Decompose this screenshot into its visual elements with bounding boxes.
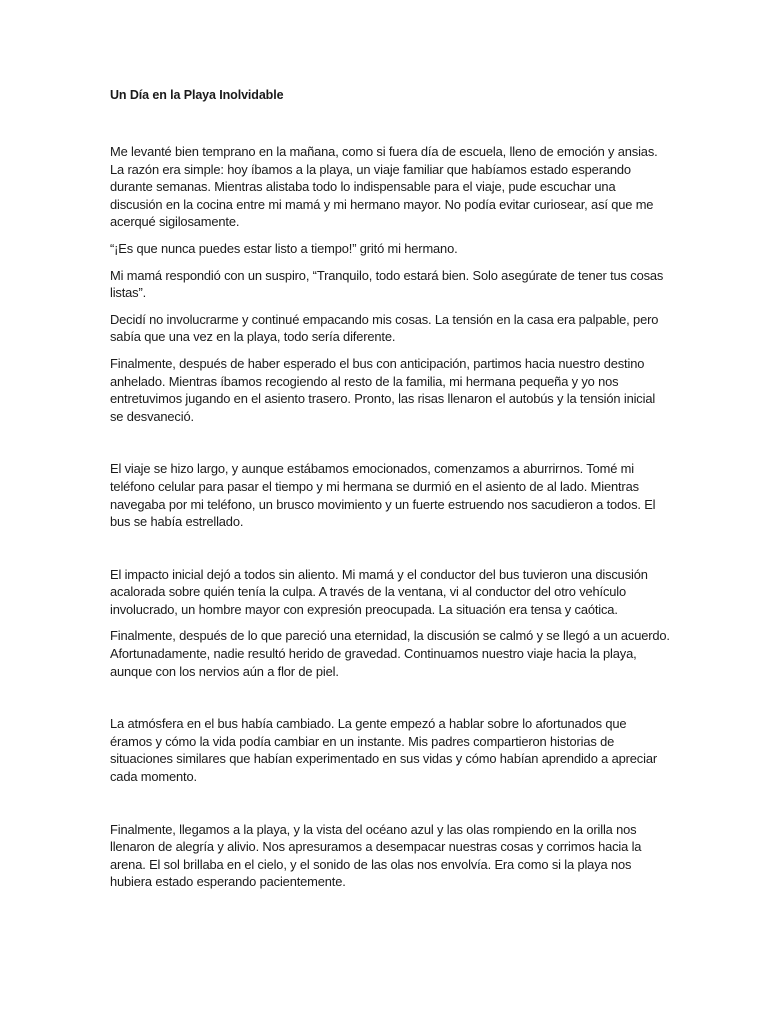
paragraph-6: El viaje se hizo largo, y aunque estábamos emocionados, comenzamos a aburrirnos. Tomé mi teléfono celular para pasar el tiempo y mi hermana se durmió en el asiento de al lado. Mientras navegaba por mi teléfono, un brusco movimiento y un fuerte estruendo nos sacudieron a todos. El bus se había estrellado. [110, 461, 656, 530]
paragraph-7: El impacto inicial dejó a todos sin aliento. Mi mamá y el conductor del bus tuvieron una discusión acalorada sobre quién tenía la culpa. A través de la ventana, vi al conductor del otro vehículo involucrado, un hombre mayor con expresión preocupada. La situación era tensa y caótica. [110, 566, 648, 617]
document-title: Un Día en la Playa Inolvidable [110, 88, 284, 102]
paragraph-1: Me levanté bien temprano en la mañana, como si fuera día de escuela, lleno de emoción y ansias. La razón era simple: hoy íbamos a la playa, un viaje familiar que habíamos estado esperando durante semanas. Mientras alistaba todo lo indispensable para el viaje, pude escuchar una discusión en la cocina entre mi mamá y mi hermano mayor. No podía evitar curiosear, así que me acerqué sigilosamente. [110, 144, 658, 230]
paragraph-8: Finalmente, después de lo que pareció una eternidad, la discusión se calmó y se llegó a un acuerdo. Afortunadamente, nadie resultó herido de gravedad. Continuamos nuestro viaje hacia la playa, aunque con los nervios aún a flor de piel. [110, 628, 670, 679]
paragraph-10: Finalmente, llegamos a la playa, y la vista del océano azul y las olas rompiendo en la orilla nos llenaron de alegría y alivio. Nos apresuramos a desempacar nuestras cosas y corrimos hacia la arena. El sol brillaba en el cielo, y el sonido de las olas nos envolvía. Era como si la playa nos hubiera estado esperando pacientemente. [110, 821, 642, 890]
paragraph-2: “¡Es que nunca puedes estar listo a tiempo!” gritó mi hermano. [110, 240, 458, 256]
paragraph-9: La atmósfera en el bus había cambiado. La gente empezó a hablar sobre lo afortunados que éramos y cómo la vida podía cambiar en un instante. Mis padres compartieron historias de situaciones similares que habían experimentado en sus vidas y cómo habían aprendido a apreciar cada momento. [110, 716, 657, 785]
document-page [110, 86, 670, 900]
paragraph-4: Decidí no involucrarme y continué empacando mis cosas. La tensión en la casa era palpable, pero sabía que una vez en la playa, todo sería diferente. [110, 311, 659, 345]
paragraph-5: Finalmente, después de haber esperado el bus con anticipación, partimos hacia nuestro destino anhelado. Mientras íbamos recogiendo al resto de la familia, mi hermana pequeña y yo nos entretuvimos jugando en el asiento trasero. Pronto, las risas llenaron el autobús y la tensión inicial se desvaneció. [110, 355, 656, 424]
paragraph-3: Mi mamá respondió con un suspiro, “Tranquilo, todo estará bien. Solo asegúrate de tener tus cosas listas”. [110, 267, 664, 301]
